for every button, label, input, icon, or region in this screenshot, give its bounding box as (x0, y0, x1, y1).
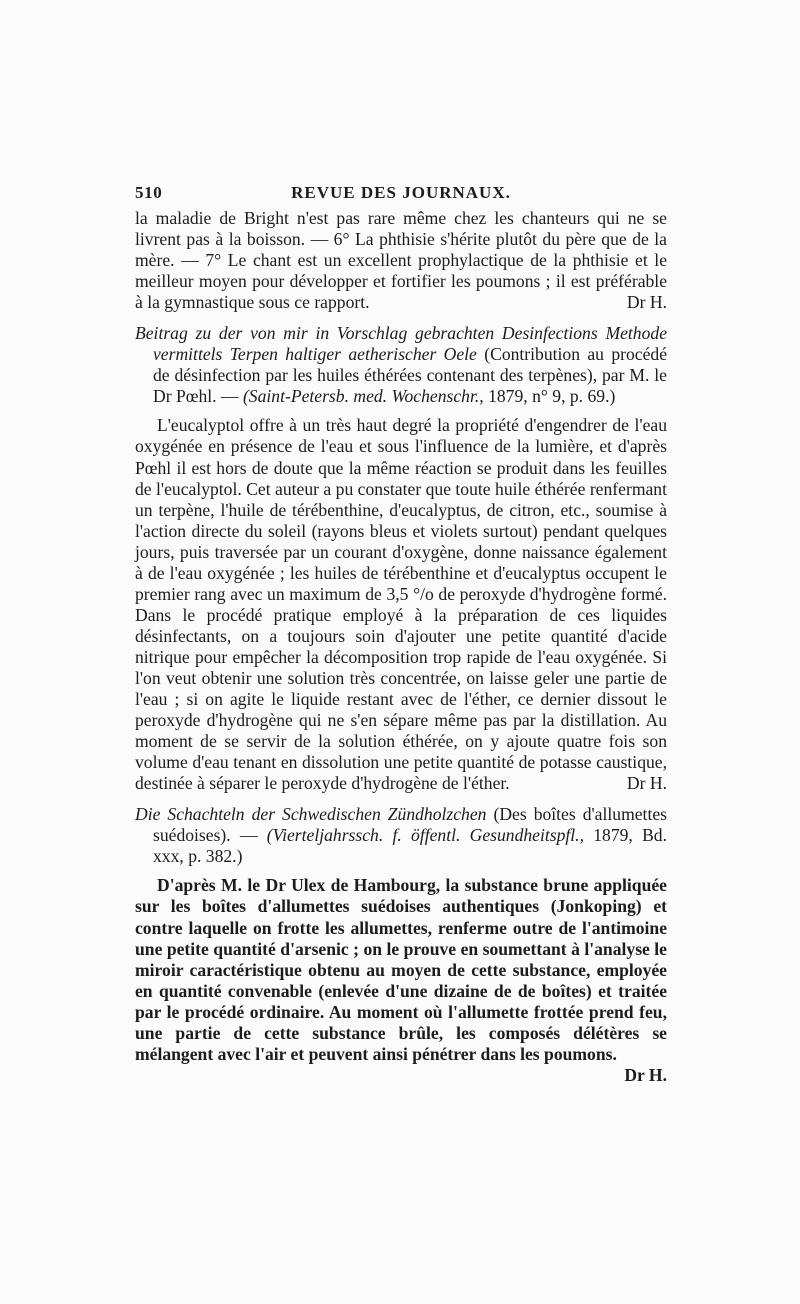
signature: Dr H. (626, 292, 667, 313)
running-head (135, 183, 667, 207)
article-translation: (Contribution au procédé de désinfection par les huiles éthérées contenant des terpènes), par M. le Dr Pœhl. — (153, 344, 667, 407)
page-body (135, 208, 667, 1086)
article-title: Beitrag zu der von mir in Vorschlag gebrachten Desinfections Methode vermittels Terpen haltiger aetherischer Oele (135, 323, 667, 365)
article-body (135, 875, 667, 1085)
article-body (135, 415, 667, 794)
journal-title: REVUE DES JOURNAUX. (291, 183, 511, 202)
article-heading (135, 804, 667, 867)
continued-paragraph (135, 208, 667, 313)
article-title: Die Schachteln der Schwedischen Zündholzchen (135, 804, 487, 825)
page-number: 510 (135, 183, 163, 202)
article-citation: 1879, Bd. xxx, p. 382.) (153, 825, 667, 867)
article-citation: 1879, n° 9, p. 69.) (488, 386, 616, 407)
signature: Dr H. (626, 773, 667, 794)
continued-text: la maladie de Bright n'est pas rare même chez les chanteurs qui ne se livrent pas à la boisson. — 6° La phthisie s'hérite plutôt du père que de la mère. — 7° Le chant est un excellent prophylactique de la phthisie et le meilleur moyen pour développer et fortifier les poumons ; il est préférable à la gymnastique sous ce rapport. (135, 208, 667, 313)
article-translation: (Des boîtes d'allumettes suédoises). — (153, 804, 667, 846)
signature: Dr H. (624, 1064, 667, 1085)
article-text: D'après M. le Dr Ulex de Hambourg, la substance brune appliquée sur les boîtes d'allumettes suédoises authentiques (Jonkoping) et contre laquelle on frotte les allumettes, renferme outre de l'antimoine une petite quantité d'arsenic ; on le prouve en soumettant à l'analyse le miroir caractéristique obtenu au moyen de cette substance, employée en quantité convenable (enlevée d'une dizaine de de boîtes) et traitée par le procédé ordinaire. Au moment où l'allumette frottée prend feu, une partie de cette substance brûle, les composés délétères se mélangent avec l'air et peuvent ainsi pénétrer dans les poumons. (135, 875, 667, 1064)
article-heading (135, 323, 667, 407)
article-source: (Vierteljahrssch. f. öffentl. Gesundheitspfl., (266, 825, 584, 846)
article-text: L'eucalyptol offre à un très haut degré la propriété d'engendrer de l'eau oxygénée en présence de l'eau et sous l'influence de la lumière, et d'après Pœhl il est hors de doute que la même réaction se produit dans les feuilles de l'eucalyptol. Cet auteur a pu constater que toute huile éthérée renfermant un terpène, l'huile de térébenthine, d'eucalyptus, de citron, etc., soumise à l'action directe du soleil (rayons bleus et violets surtout) pendant quelques jours, puis traversée par un courant d'oxygène, donne naissance également à de l'eau oxygénée ; les huiles de térébenthine et d'eucalyptus occupent le premier rang avec un maximum de 3,5 °/o de peroxyde d'hydrogène formé. Dans le procédé pratique employé à la préparation de ces liquides désinfectants, on a toujours soin d'ajouter une petite quantité d'acide nitrique pour empêcher la décomposition trop rapide de l'eau oxygénée. Si l'on veut obtenir une solution très concentrée, on laisse geler une partie de l'eau ; si on agite le liquide restant avec de l'éther, ce dernier dissout le peroxyde d'hydrogène qui ne s'en sépare même pas par la distillation. Au moment de se servir de la solution éthérée, on y ajoute quatre fois son volume d'eau tenant en dissolution une petite quantité de potasse caustique, destinée à séparer le peroxyde d'hydrogène de l'éther. (135, 415, 667, 794)
article-source: (Saint-Petersb. med. Wochenschr., (242, 386, 484, 407)
